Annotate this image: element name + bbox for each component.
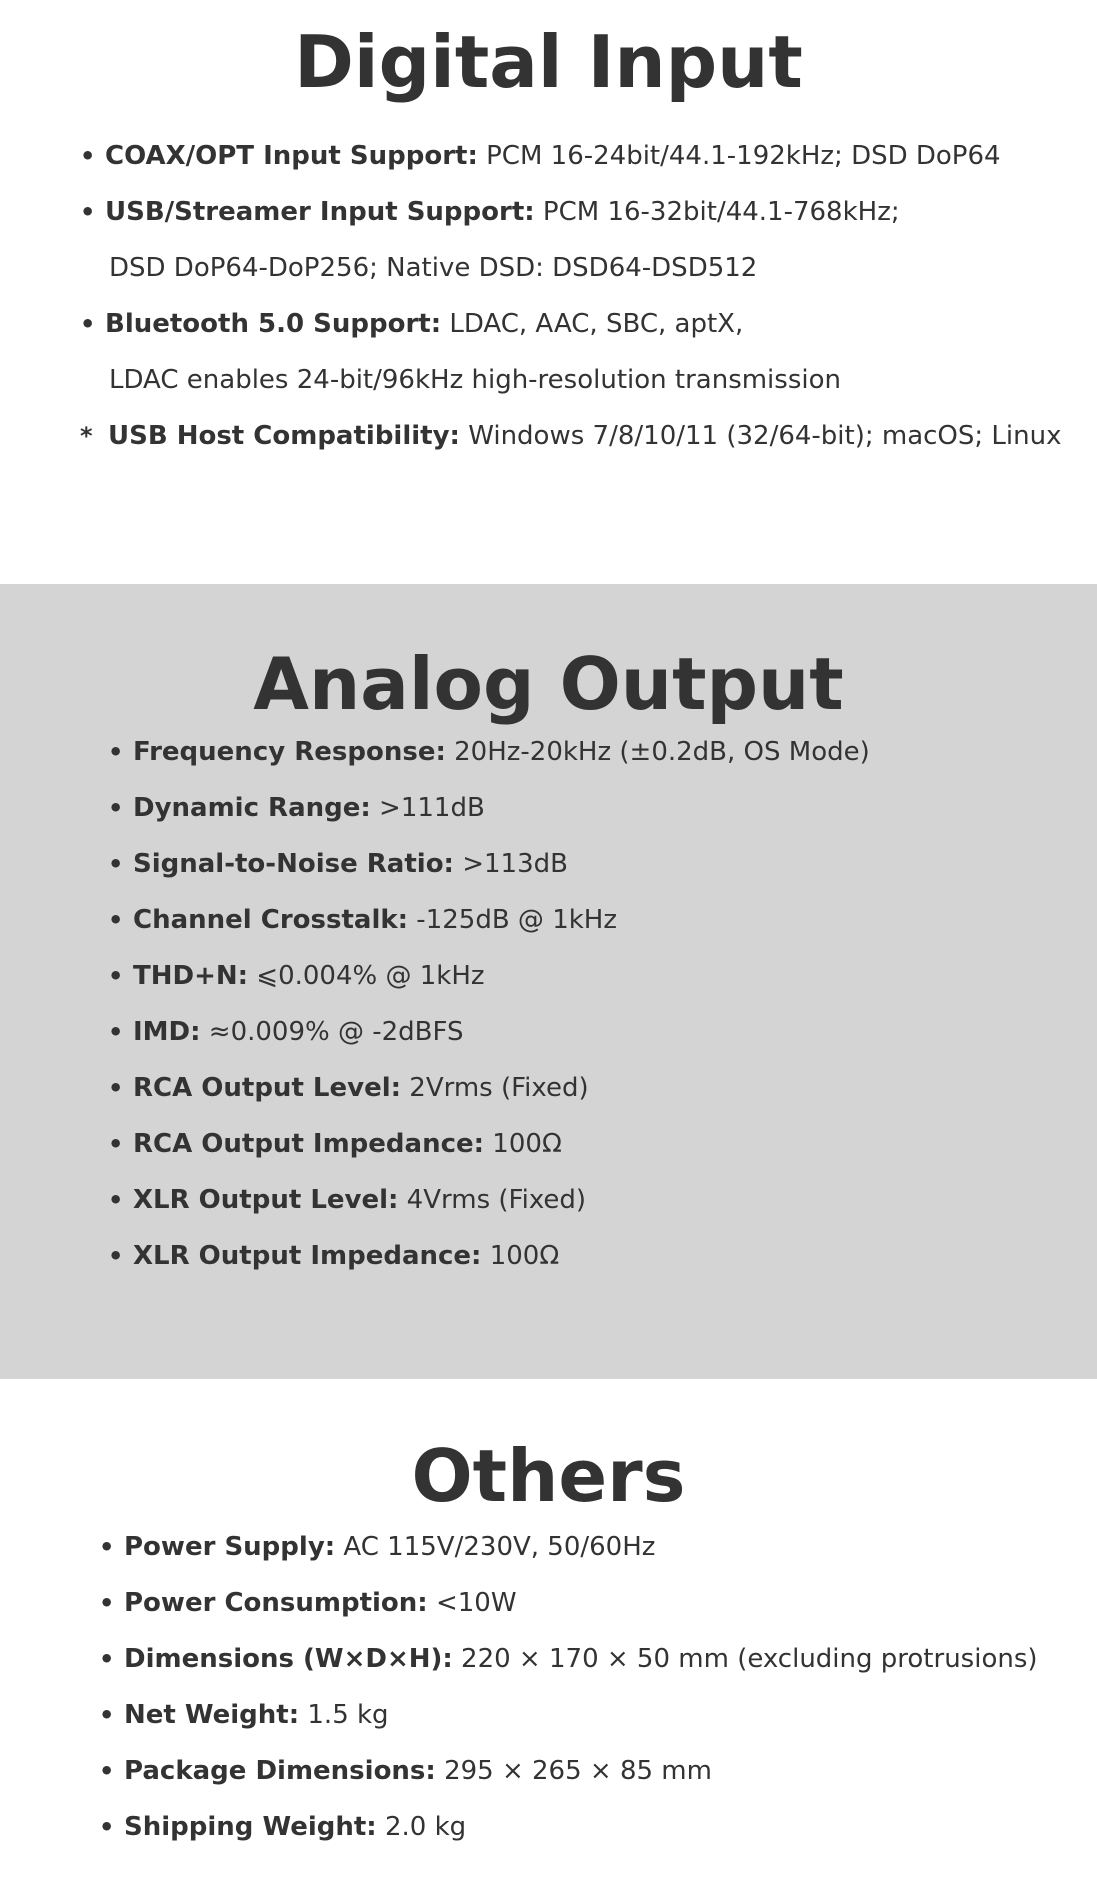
spec-label: USB/Streamer Input Support:: [105, 197, 535, 227]
bullet-icon: •: [108, 906, 124, 934]
spec-value-continuation: LDAC enables 24-bit/96kHz high-resolution transmission: [109, 365, 841, 395]
spec-label: Frequency Response:: [133, 737, 446, 767]
spec-label: RCA Output Impedance:: [133, 1129, 485, 1159]
bullet-icon: •: [108, 850, 124, 878]
others-spec-list: [99, 1531, 1059, 1871]
spec-value: >113dB: [453, 849, 568, 879]
analog-output-title: Analog Output: [253, 642, 844, 726]
spec-label: Shipping Weight:: [124, 1812, 377, 1842]
spec-label: RCA Output Level:: [133, 1073, 402, 1103]
others-title: Others: [411, 1434, 686, 1518]
spec-value: 2Vrms (Fixed): [401, 1073, 589, 1103]
bullet-icon: •: [99, 1533, 115, 1561]
spec-label: Net Weight:: [124, 1700, 300, 1730]
spec-value: 100Ω: [484, 1129, 562, 1159]
spec-label: XLR Output Impedance:: [133, 1241, 482, 1271]
analog-output-section: [0, 584, 1097, 1379]
spec-value: PCM 16-32bit/44.1-768kHz;: [534, 197, 900, 227]
spec-value: AC 115V/230V, 50/60Hz: [335, 1532, 656, 1562]
spec-label: THD+N:: [133, 961, 249, 991]
bullet-icon: •: [99, 1813, 115, 1841]
bullet-icon: •: [108, 794, 124, 822]
spec-value: 20Hz-20kHz (±0.2dB, OS Mode): [445, 737, 870, 767]
digital-input-spec-list: [80, 140, 1060, 470]
digital-input-section: [0, 0, 1097, 584]
bullet-icon: •: [80, 142, 96, 170]
bullet-icon: •: [108, 738, 124, 766]
spec-label: USB Host Compatibility:: [108, 421, 460, 451]
bullet-icon: •: [99, 1589, 115, 1617]
spec-value: PCM 16-24bit/44.1-192kHz; DSD DoP64: [477, 141, 1001, 171]
bullet-icon: •: [108, 1242, 124, 1270]
bullet-icon: •: [108, 1018, 124, 1046]
spec-label: Package Dimensions:: [124, 1756, 436, 1786]
spec-value: 2.0 kg: [376, 1812, 467, 1842]
spec-value-continuation: DSD DoP64-DoP256; Native DSD: DSD64-DSD512: [109, 253, 758, 283]
bullet-icon: •: [108, 1074, 124, 1102]
spec-value: 1.5 kg: [299, 1700, 389, 1730]
spec-label: Channel Crosstalk:: [133, 905, 409, 935]
spec-value: Windows 7/8/10/11 (32/64-bit); macOS; Linux: [459, 421, 1062, 451]
bullet-icon: •: [108, 962, 124, 990]
bullet-icon: •: [99, 1645, 115, 1673]
spec-label: XLR Output Level:: [133, 1185, 399, 1215]
spec-label: Signal-to-Noise Ratio:: [133, 849, 454, 879]
spec-value: LDAC, AAC, SBC, aptX,: [441, 309, 744, 339]
spec-label: IMD:: [133, 1017, 201, 1047]
digital-input-title: Digital Input: [294, 20, 803, 104]
spec-value: 295 × 265 × 85 mm: [435, 1756, 712, 1786]
asterisk-icon: *: [80, 422, 93, 450]
spec-value: -125dB @ 1kHz: [408, 905, 617, 935]
spec-value: ≈0.009% @ -2dBFS: [200, 1017, 464, 1047]
bullet-icon: •: [80, 310, 96, 338]
spec-value: ⩽0.004% @ 1kHz: [248, 961, 485, 991]
spec-value: >111dB: [370, 793, 485, 823]
spec-value: 220 × 170 × 50 mm (excluding protrusions): [452, 1644, 1038, 1674]
bullet-icon: •: [99, 1757, 115, 1785]
spec-label: Dimensions (W×D×H):: [124, 1644, 453, 1674]
analog-output-spec-list: [108, 736, 1008, 1296]
others-section: [0, 1379, 1097, 1897]
spec-value: <10W: [427, 1588, 517, 1618]
bullet-icon: •: [108, 1130, 124, 1158]
spec-label: Bluetooth 5.0 Support:: [105, 309, 442, 339]
spec-label: Power Supply:: [124, 1532, 336, 1562]
spec-label: Power Consumption:: [124, 1588, 428, 1618]
bullet-icon: •: [108, 1186, 124, 1214]
bullet-icon: •: [99, 1701, 115, 1729]
spec-label: COAX/OPT Input Support:: [105, 141, 478, 171]
bullet-icon: •: [80, 198, 96, 226]
spec-label: Dynamic Range:: [133, 793, 371, 823]
spec-value: 100Ω: [481, 1241, 560, 1271]
spec-value: 4Vrms (Fixed): [398, 1185, 587, 1215]
